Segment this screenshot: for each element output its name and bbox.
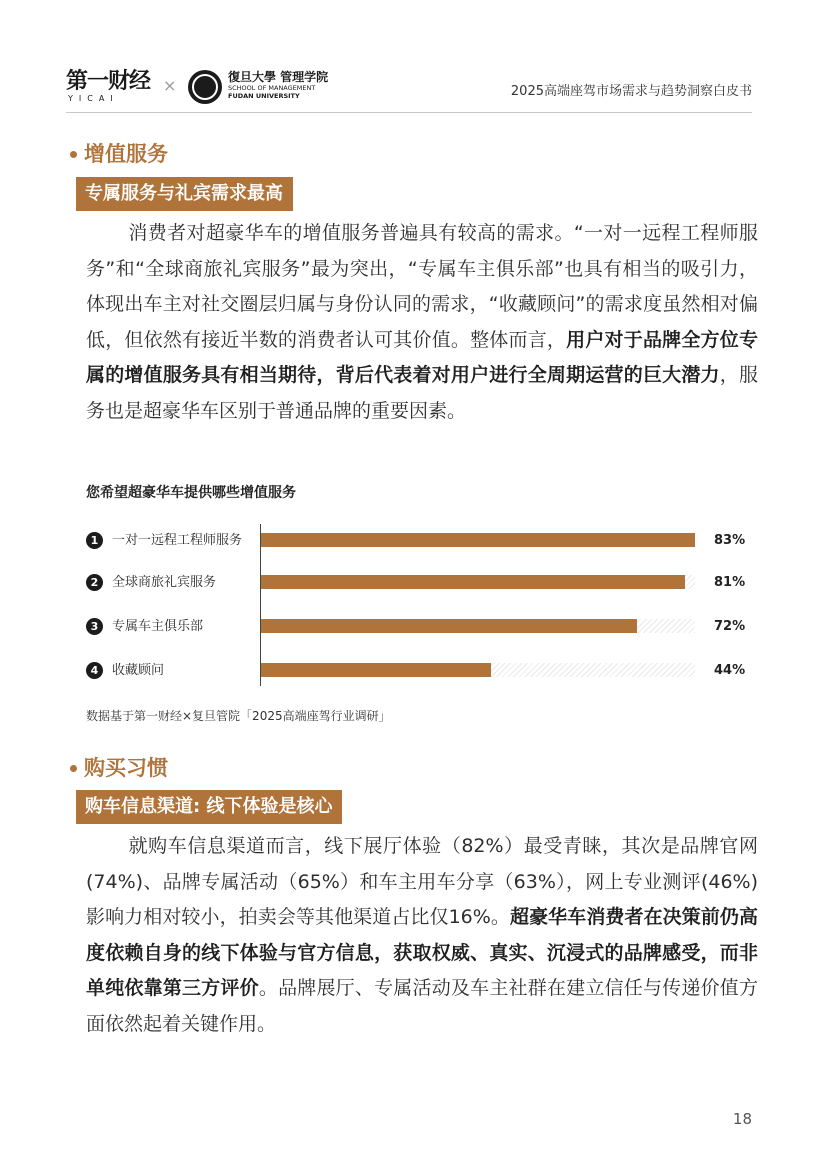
section-tag-exclusive-service: 专属服务与礼宾需求最高 xyxy=(76,177,293,211)
yicai-logo-cn: 第一财经 xyxy=(66,69,151,94)
chart-rank-marker: 2 xyxy=(86,574,103,591)
chart-category-label: 一对一远程工程师服务 xyxy=(112,533,243,548)
yicai-logo-en: YICAI xyxy=(68,94,119,103)
bullet-dot-icon xyxy=(70,151,77,158)
paragraph-purchase-habits xyxy=(86,829,758,1042)
paragraph-text: ，服务也是超豪华车区别于普通品牌的重要因素。 xyxy=(86,364,758,422)
chart-row xyxy=(86,661,766,683)
chart-value-label: 81% xyxy=(714,575,746,590)
paragraph-text: 就购车信息渠道而言，线下展厅体验（82%）最受青睐，其次是品牌官网(74%)、品牌专属活动（65%）和车主用车分享（63%），网上专业测评(46%)影响力相对较小，拍卖会等其他渠道占比仅16%。 xyxy=(86,835,758,928)
chart-value-label: 44% xyxy=(714,663,746,678)
page-number: 18 xyxy=(732,1110,752,1128)
yicai-logo xyxy=(66,70,158,104)
chart-axis-line xyxy=(260,524,261,686)
fudan-logo-en1: SCHOOL OF MANAGEMENT xyxy=(228,84,316,92)
chart-category-label: 专属车主俱乐部 xyxy=(112,619,204,634)
chart-bar-track xyxy=(261,575,695,589)
paragraph-text: 。品牌展厅、专属活动及车主社群在建立信任与传递价值方面依然起着关键作用。 xyxy=(86,977,758,1035)
chart-category-label: 全球商旅礼宾服务 xyxy=(112,575,217,590)
fudan-seal-icon xyxy=(188,70,222,104)
chart-row xyxy=(86,573,766,595)
chart-bar-track xyxy=(261,663,695,677)
page-header xyxy=(0,0,818,120)
section-heading-text: 购买习惯 xyxy=(84,756,168,780)
chart-source-note: 数据基于第一财经×复旦管院「2025高端座驾行业调研」 xyxy=(86,709,391,723)
chart-value-label: 72% xyxy=(714,619,746,634)
fudan-logo-en2: FUDAN UNIVERSITY xyxy=(228,92,300,100)
paragraph-bold-text: 超豪华车消费者在决策前仍高度依赖自身的线下体验与官方信息，获取权威、真实、沉浸式的品牌感受，而非单纯依靠第三方评价 xyxy=(86,906,758,999)
chart-row xyxy=(86,531,766,553)
paragraph-value-added xyxy=(86,216,758,429)
chart-rank-marker: 1 xyxy=(86,532,103,549)
section-heading-text: 增值服务 xyxy=(84,142,168,166)
chart-row xyxy=(86,617,766,639)
fudan-logo-cn: 復旦大學 管理学院 xyxy=(228,70,329,84)
bullet-dot-icon xyxy=(70,765,77,772)
paragraph-bold-text: 用户对于品牌全方位专属的增值服务具有相当期待，背后代表着对用户进行全周期运营的巨大潜力 xyxy=(86,328,758,386)
chart-rank-marker: 4 xyxy=(86,662,103,679)
chart-rank-marker: 3 xyxy=(86,618,103,635)
paragraph-text: 消费者对超豪华车的增值服务普遍具有较高的需求。“一对一远程工程师服务”和“全球商旅礼宾服务”最为突出，“专属车主俱乐部”也具有相当的吸引力，体现出车主对社交圈层归属与身份认同的需求，“收藏顾问”的需求度虽然相对偏低，但依然有接近半数的消费者认可其价值。整体而言， xyxy=(86,222,758,351)
chart-bar xyxy=(261,533,695,547)
chart-category-label: 收藏顾问 xyxy=(112,663,165,678)
fudan-logo xyxy=(228,70,329,106)
chart-bar-track xyxy=(261,619,695,633)
chart-bar-track xyxy=(261,533,695,547)
section-tag-info-channel: 购车信息渠道: 线下体验是核心 xyxy=(76,790,342,824)
chart-bar xyxy=(261,575,685,589)
chart-bar xyxy=(261,663,491,677)
logo-separator: × xyxy=(163,76,177,95)
document-title: 2025高端座驾市场需求与趋势洞察白皮书 xyxy=(510,84,752,99)
chart-title: 您希望超豪华车提供哪些增值服务 xyxy=(86,485,296,501)
header-divider xyxy=(66,112,752,113)
chart-bar xyxy=(261,619,637,633)
chart-value-label: 83% xyxy=(714,533,746,548)
